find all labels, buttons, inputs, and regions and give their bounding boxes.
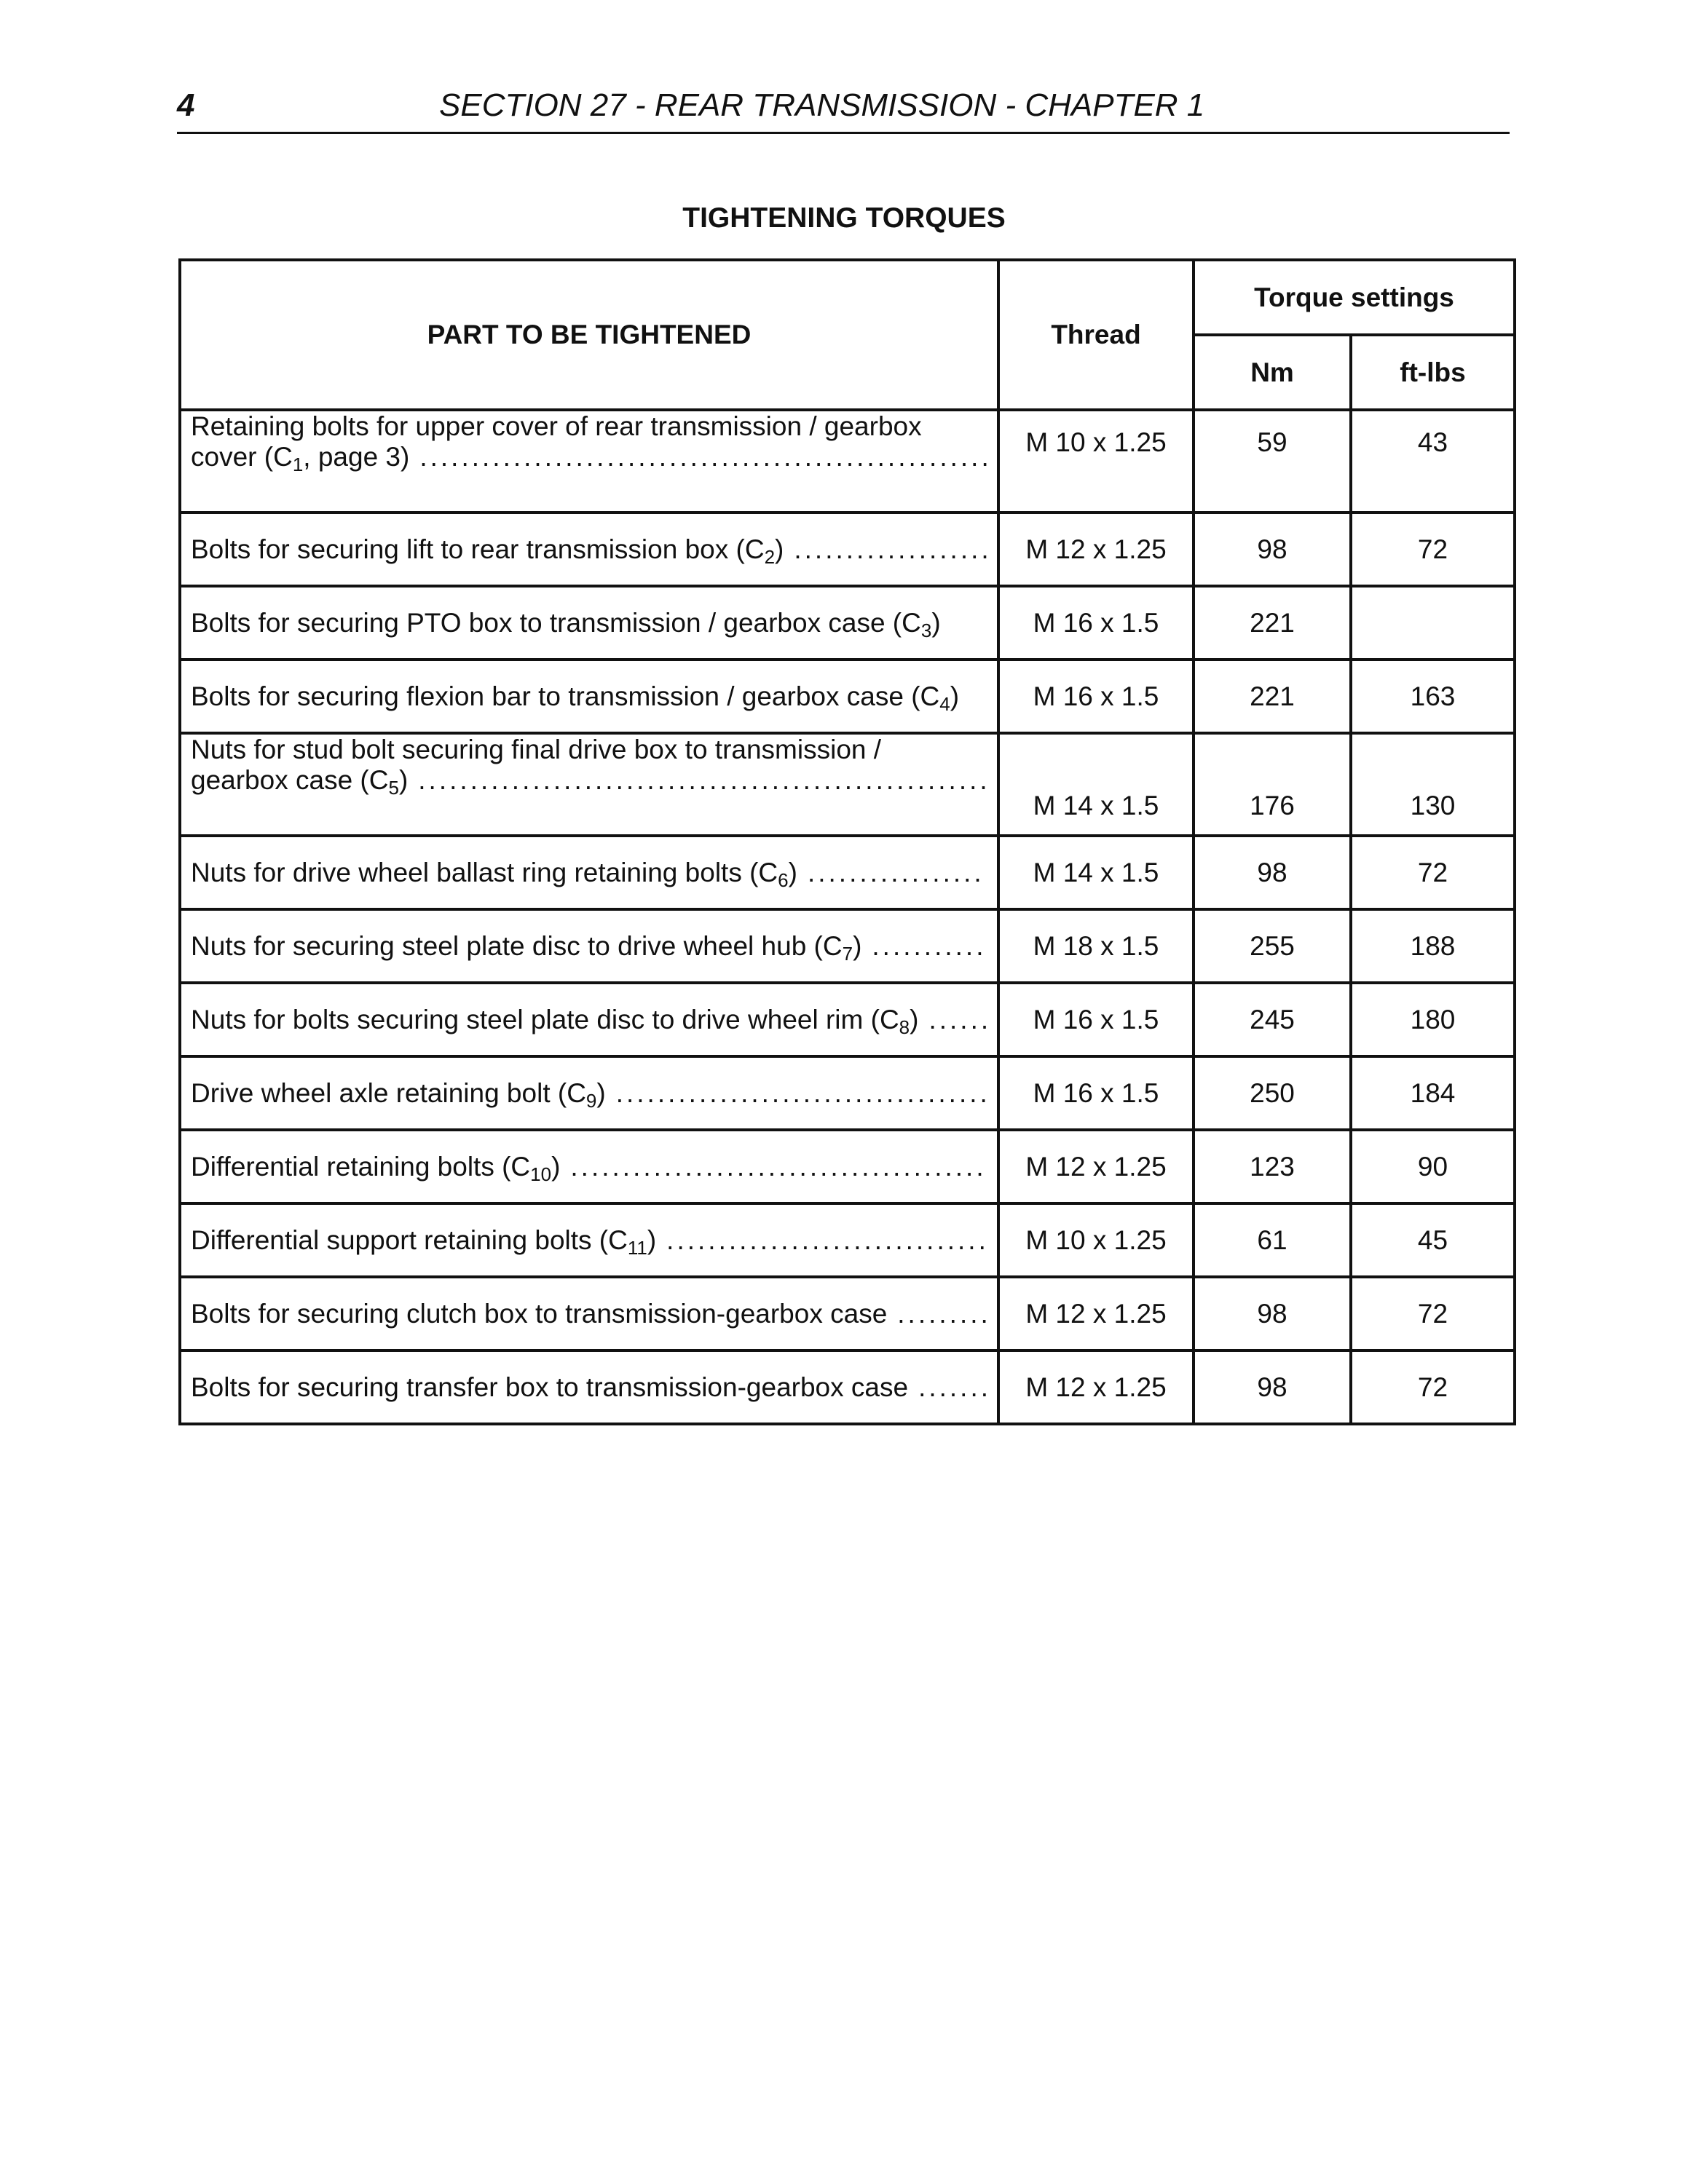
- column-header-nm: Nm: [1194, 335, 1351, 410]
- callout-subscript: 1: [292, 454, 304, 472]
- part-cell: [180, 660, 998, 733]
- part-cell: [180, 1130, 998, 1203]
- table-row: [180, 586, 1515, 660]
- callout-subscript: 9: [585, 1089, 597, 1109]
- table-row: [180, 1350, 1515, 1424]
- nm-cell: 61: [1194, 1203, 1351, 1277]
- ft-lbs-cell: 72: [1351, 513, 1515, 586]
- part-description: Bolts for securing lift to rear transmission box $(C_2)$: [191, 534, 784, 565]
- ft-lbs-cell: 45: [1351, 1203, 1515, 1277]
- part-description: Nuts for securing steel plate disc to drive wheel hub $(C_7)$: [191, 931, 861, 962]
- ft-lbs-cell: 184: [1351, 1056, 1515, 1130]
- table-row: [180, 909, 1515, 983]
- callout-subscript: 4: [939, 692, 950, 712]
- callout-subscript: 11: [627, 1236, 647, 1256]
- dot-leader: [808, 858, 987, 888]
- callout-subscript: 5: [388, 777, 399, 796]
- table-row: [180, 983, 1515, 1056]
- nm-cell: 221: [1194, 586, 1351, 660]
- thread-cell: M 14 x 1.5: [998, 836, 1194, 909]
- part-cell: [180, 1350, 998, 1424]
- dot-leader: [666, 1225, 987, 1256]
- part-description: Differential support retaining bolts $(C_{11})$: [191, 1225, 656, 1256]
- thread-cell: M 14 x 1.5: [998, 733, 1194, 836]
- callout-subscript: 6: [778, 869, 789, 888]
- dot-leader: [418, 765, 987, 796]
- thread-cell: M 16 x 1.5: [998, 983, 1194, 1056]
- part-cell: [180, 513, 998, 586]
- ft-lbs-cell: 90: [1351, 1130, 1515, 1203]
- part-cell: [180, 733, 998, 836]
- dot-leader: [897, 1299, 987, 1329]
- part-description-line: Retaining bolts for upper cover of rear transmission / gearbox: [191, 411, 922, 441]
- ft-lbs-cell: 130: [1351, 733, 1515, 836]
- part-description: Bolts for securing transfer box to transmission-gearbox case: [191, 1372, 909, 1402]
- thread-cell: M 10 x 1.25: [998, 1203, 1194, 1277]
- ft-lbs-cell: 72: [1351, 1277, 1515, 1350]
- table-row: [180, 1277, 1515, 1350]
- document-title: TIGHTENING TORQUES: [682, 202, 1006, 234]
- dot-leader: [570, 1152, 987, 1182]
- ft-lbs-cell: 72: [1351, 836, 1515, 909]
- ft-lbs-cell: 43: [1351, 410, 1515, 513]
- ft-lbs-cell: 188: [1351, 909, 1515, 983]
- part-description: Drive wheel axle retaining bolt $(C_9)$: [191, 1078, 606, 1109]
- thread-cell: M 12 x 1.25: [998, 1277, 1194, 1350]
- part-cell: [180, 1056, 998, 1130]
- torque-table: [178, 258, 1516, 1425]
- thread-cell: M 12 x 1.25: [998, 1350, 1194, 1424]
- thread-cell: M 18 x 1.5: [998, 909, 1194, 983]
- callout-subscript: 8: [899, 1016, 910, 1035]
- nm-cell: 98: [1194, 513, 1351, 586]
- part-cell: [180, 586, 998, 660]
- table-row: [180, 836, 1515, 909]
- thread-cell: M 10 x 1.25: [998, 410, 1194, 513]
- column-header-ft-lbs: ft-lbs: [1351, 335, 1515, 410]
- nm-cell: 123: [1194, 1130, 1351, 1203]
- part-description: Bolts for securing flexion bar to transmission / gearbox case $(C_4)$: [191, 681, 959, 712]
- part-cell: [180, 1203, 998, 1277]
- dot-leader: [918, 1372, 987, 1403]
- thread-cell: M 16 x 1.5: [998, 660, 1194, 733]
- thread-cell: M 16 x 1.5: [998, 1056, 1194, 1130]
- table-row: [180, 513, 1515, 586]
- callout-subscript: 7: [842, 942, 853, 962]
- column-header-part: PART TO BE TIGHTENED: [180, 260, 998, 410]
- dot-leader: [928, 1005, 987, 1035]
- section-title: SECTION 27 - REAR TRANSMISSION - CHAPTER 1: [439, 87, 1205, 123]
- part-description: Nuts for drive wheel ballast ring retaining bolts $(C_6)$: [191, 858, 797, 888]
- dot-leader: [872, 931, 987, 962]
- table-body: [180, 410, 1515, 1424]
- ft-lbs-cell: 72: [1351, 1350, 1515, 1424]
- thread-cell: M 16 x 1.5: [998, 586, 1194, 660]
- part-cell: [180, 909, 998, 983]
- callout-subscript: 10: [530, 1163, 552, 1182]
- nm-cell: 245: [1194, 983, 1351, 1056]
- part-description: cover ($C_1$, page 3): [191, 442, 409, 472]
- ft-lbs-cell: 180: [1351, 983, 1515, 1056]
- nm-cell: 221: [1194, 660, 1351, 733]
- table-row: [180, 1130, 1515, 1203]
- nm-cell: 98: [1194, 1350, 1351, 1424]
- nm-cell: 98: [1194, 1277, 1351, 1350]
- ft-lbs-cell: [1351, 586, 1515, 660]
- part-cell: [180, 410, 998, 513]
- dot-leader: [419, 442, 987, 472]
- thread-cell: M 12 x 1.25: [998, 1130, 1194, 1203]
- callout-subscript: 2: [764, 545, 776, 565]
- dot-leader: [616, 1078, 987, 1109]
- nm-cell: 250: [1194, 1056, 1351, 1130]
- column-header-torque-settings: Torque settings: [1194, 260, 1515, 335]
- part-cell: [180, 836, 998, 909]
- part-cell: [180, 983, 998, 1056]
- table-row: [180, 660, 1515, 733]
- part-description: Bolts for securing PTO box to transmission / gearbox case $(C_3)$: [191, 608, 941, 638]
- ft-lbs-cell: 163: [1351, 660, 1515, 733]
- table-row: [180, 1056, 1515, 1130]
- thread-cell: M 12 x 1.25: [998, 513, 1194, 586]
- nm-cell: 59: [1194, 410, 1351, 513]
- page-number: 4: [177, 87, 195, 123]
- nm-cell: 98: [1194, 836, 1351, 909]
- part-description: gearbox case $(C_5)$: [191, 765, 408, 796]
- table-row: [180, 410, 1515, 513]
- part-description: Bolts for securing clutch box to transmission-gearbox case: [191, 1298, 888, 1329]
- part-cell: [180, 1277, 998, 1350]
- part-description-line: Nuts for stud bolt securing final drive box to transmission /: [191, 735, 882, 764]
- column-header-thread: Thread: [998, 260, 1194, 410]
- table-row: [180, 733, 1515, 836]
- callout-subscript: 3: [920, 619, 932, 638]
- part-description: Differential retaining bolts $(C_{10})$: [191, 1152, 560, 1182]
- nm-cell: 176: [1194, 733, 1351, 836]
- page-header: [177, 86, 1510, 134]
- part-description: Nuts for bolts securing steel plate disc to drive wheel rim $(C_8)$: [191, 1005, 918, 1035]
- table-row: [180, 1203, 1515, 1277]
- dot-leader: [794, 534, 987, 565]
- nm-cell: 255: [1194, 909, 1351, 983]
